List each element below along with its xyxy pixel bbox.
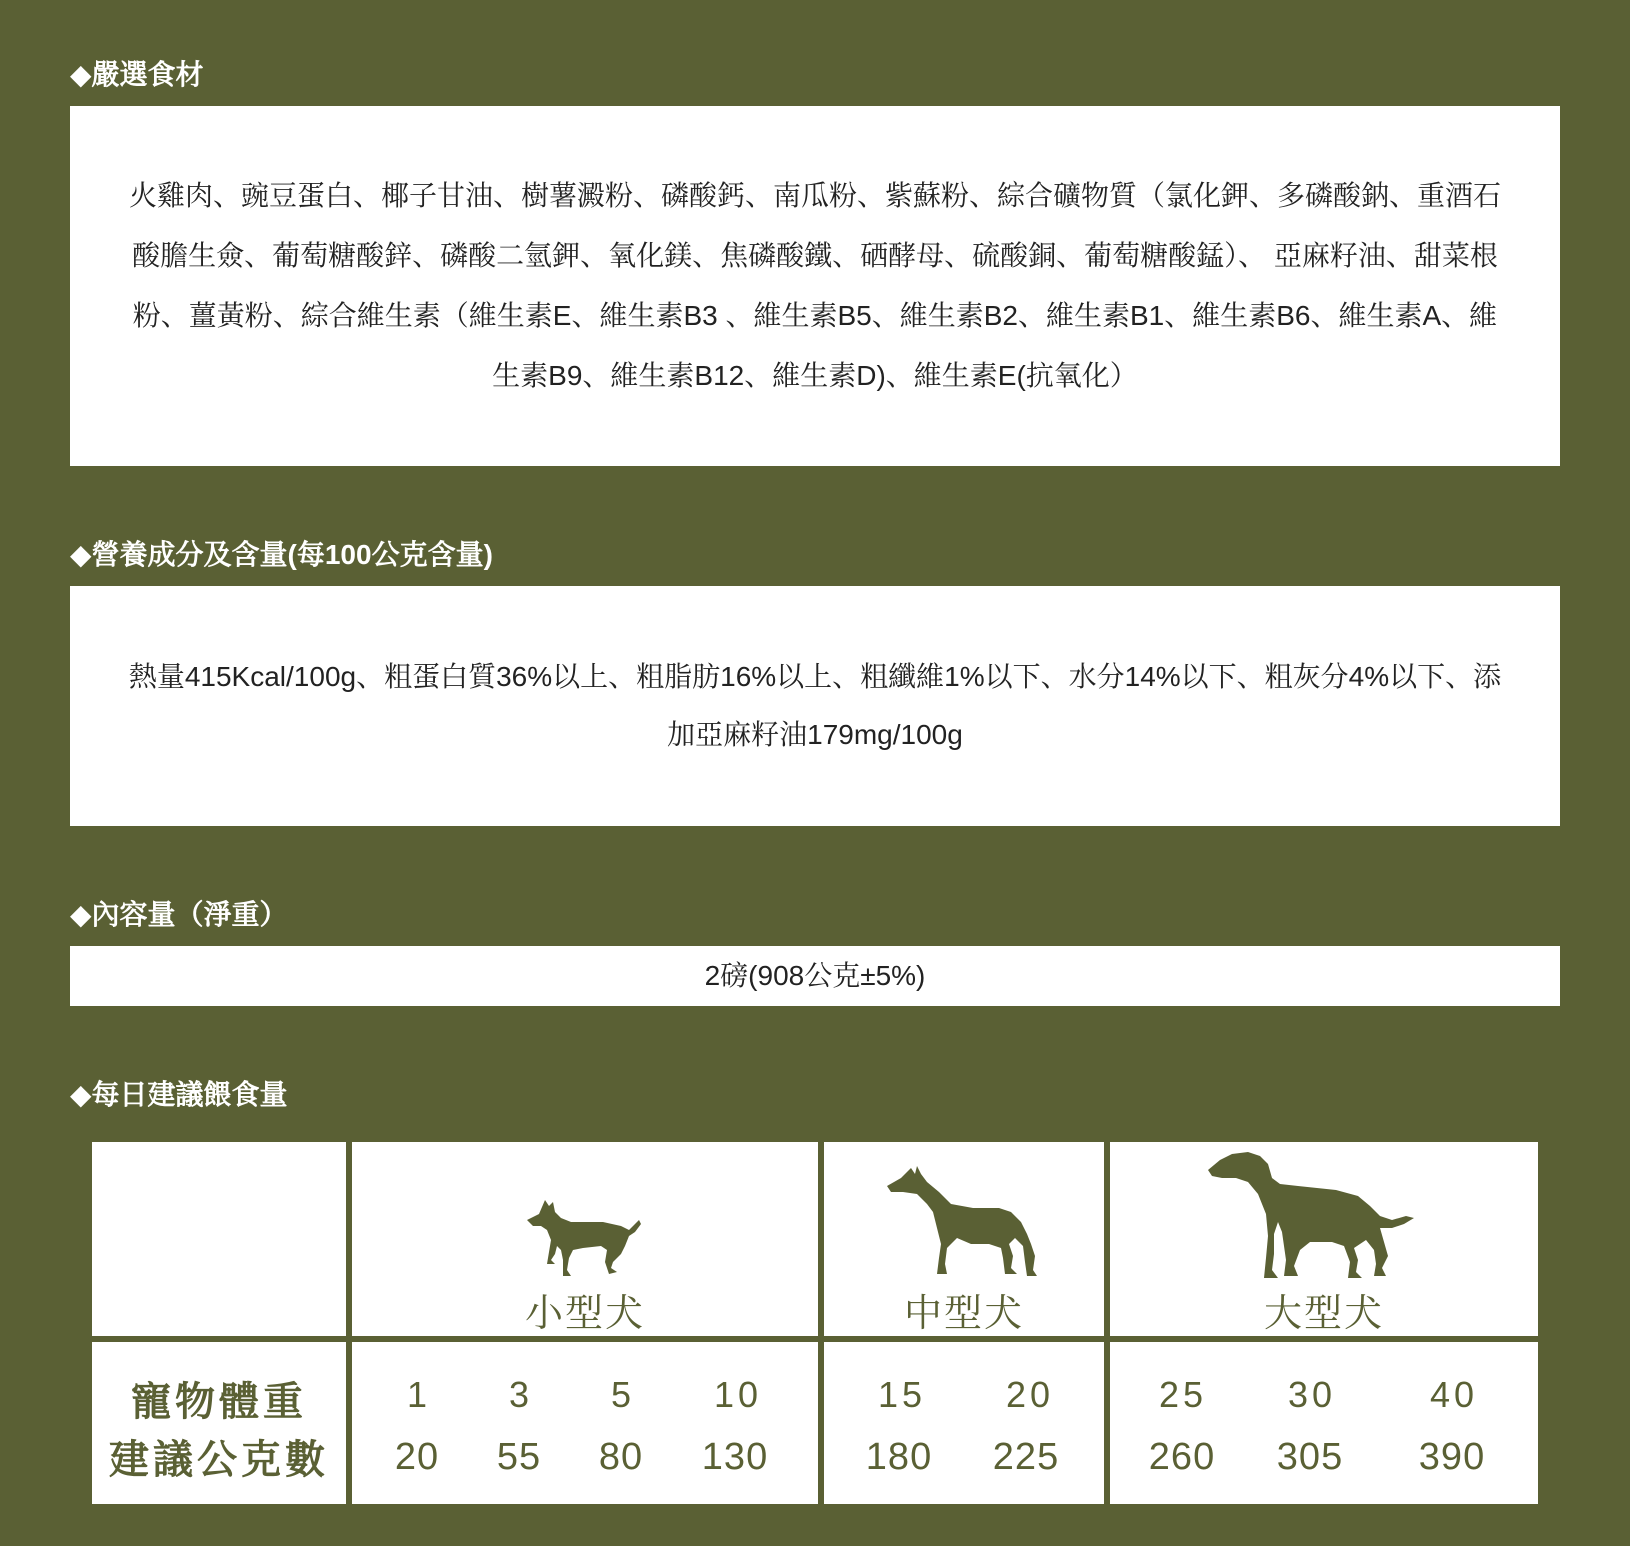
weight-value: 5 bbox=[610, 1374, 636, 1415]
net-weight-box bbox=[70, 946, 1560, 1006]
weight-row-label: 寵物體重 bbox=[131, 1380, 307, 1424]
grams-value: 20 bbox=[394, 1436, 440, 1478]
grams-value: 80 bbox=[598, 1436, 644, 1478]
weight-value: 3 bbox=[508, 1374, 534, 1415]
small-dog-label: 小型犬 bbox=[524, 1293, 645, 1335]
large-dog-values bbox=[1110, 1342, 1538, 1504]
medium-dog-label: 中型犬 bbox=[903, 1293, 1024, 1335]
grams-value: 390 bbox=[1418, 1436, 1486, 1478]
grams-value: 180 bbox=[865, 1436, 933, 1478]
nutrition-box bbox=[70, 586, 1560, 826]
weight-value: 20 bbox=[1005, 1374, 1055, 1415]
weight-value: 1 bbox=[406, 1374, 432, 1415]
grams-value: 260 bbox=[1148, 1436, 1216, 1478]
medium-dog-header bbox=[824, 1142, 1104, 1336]
feeding-table bbox=[92, 1142, 1538, 1506]
large-dog-header bbox=[1110, 1142, 1538, 1336]
small-dog-icon bbox=[525, 1196, 645, 1278]
nutrition-line: 熱量415Kcal/100g、粗蛋白質36%以上、粗脂肪16%以上、粗纖維1%以下、水分14%以下、粗灰分4%以下、添 bbox=[128, 661, 1502, 692]
net-weight-title: ◆內容量（淨重） bbox=[70, 899, 288, 930]
ingredients-title: ◆嚴選食材 bbox=[70, 59, 204, 90]
small-dog-values bbox=[352, 1342, 818, 1504]
nutrition-title: ◆營養成分及含量(每100公克含量) bbox=[70, 539, 493, 570]
weight-value: 25 bbox=[1158, 1374, 1208, 1415]
ingredients-line: 酸膽生僉、葡萄糖酸鋅、磷酸二氫鉀、氧化鎂、焦磷酸鐵、硒酵母、硫酸銅、葡萄糖酸錳）、 亞麻籽油、甜菜根 bbox=[132, 240, 1498, 271]
ingredients-line: 生素B9、維生素B12、維生素D)、維生素E(抗氧化） bbox=[492, 360, 1138, 391]
nutrition-text bbox=[119, 648, 1511, 764]
grams-value: 130 bbox=[701, 1436, 769, 1478]
weight-value: 10 bbox=[713, 1374, 763, 1415]
row-label-cell bbox=[92, 1342, 346, 1504]
ingredients-line: 粉、薑黃粉、綜合維生素（維生素E、維生素B3 、維生素B5、維生素B2、維生素B1、維生素B6、維生素A、維 bbox=[132, 300, 1498, 331]
grams-value: 55 bbox=[496, 1436, 542, 1478]
weight-value: 40 bbox=[1429, 1374, 1479, 1415]
large-dog-icon bbox=[1208, 1150, 1416, 1280]
grams-value: 225 bbox=[992, 1436, 1060, 1478]
net-weight-value: 2磅(908公克±5%) bbox=[704, 960, 926, 991]
weight-value: 15 bbox=[877, 1374, 927, 1415]
feeding-title: ◆每日建議餵食量 bbox=[70, 1079, 288, 1110]
small-dog-header bbox=[352, 1142, 818, 1336]
ingredients-line: 火雞肉、豌豆蛋白、椰子甘油、樹薯澱粉、磷酸鈣、南瓜粉、紫蘇粉、綜合礦物質（氯化鉀、多磷酸鈉、重酒石 bbox=[128, 180, 1501, 211]
feeding-corner-cell bbox=[92, 1142, 346, 1336]
ingredients-text bbox=[119, 166, 1511, 406]
medium-dog-values bbox=[824, 1342, 1104, 1504]
medium-dog-icon bbox=[887, 1164, 1039, 1278]
weight-value: 30 bbox=[1287, 1374, 1337, 1415]
grams-value: 305 bbox=[1276, 1436, 1344, 1478]
grams-row-label: 建議公克數 bbox=[109, 1438, 329, 1482]
nutrition-line: 加亞麻籽油179mg/100g bbox=[667, 719, 963, 750]
large-dog-label: 大型犬 bbox=[1263, 1293, 1384, 1335]
ingredients-box bbox=[70, 106, 1560, 466]
